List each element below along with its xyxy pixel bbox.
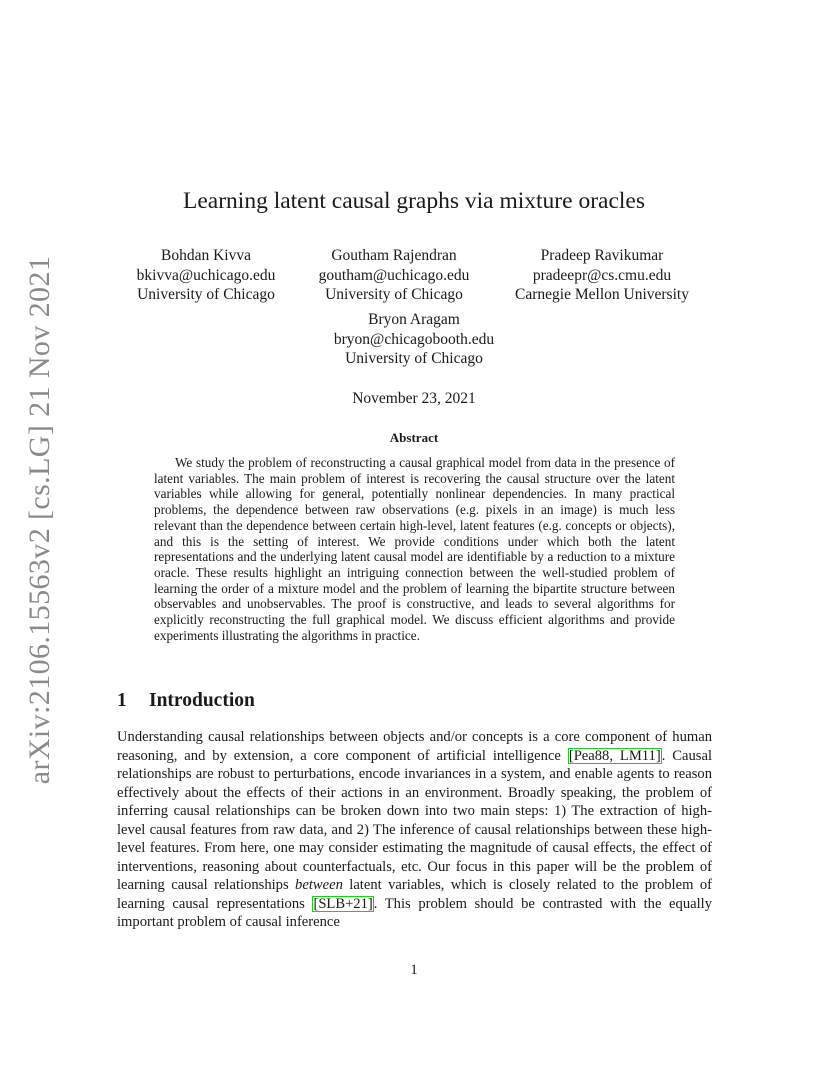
author-email[interactable]: bryon@chicagobooth.edu [333,330,495,348]
intro-text: . Causal relationships are robust to perturbations, encode invariances in a system, and enable agents to reason effectively about the effects of their actions in an environment. Broadly speaking, the problem of inferring causal relationships can be broken down into two main steps: 1) The extraction of high-level causal features from raw data, and 2) The inference of causal relationships between these high-level features. From here, one may consider estimating the magnitude of causal effects, the effect of interventions, reasoning about counterfactuals, etc. Our focus in this paper will be the problem of learning causal relationships [117,747,712,893]
paper-date: November 23, 2021 [352,390,476,407]
author-email[interactable]: goutham@uchicago.edu [318,266,470,284]
intro-paragraph [117,728,712,932]
author-block [515,246,689,305]
intro-text: latent variables, which is closely related to the problem of learning causal representations [117,877,712,912]
section-number: 1 [117,690,127,711]
emphasis-text: between [295,877,343,893]
author-name: Bohdan Kivva [161,247,251,264]
arxiv-stamp: arXiv:2106.15563v2 [cs.LG] 21 Nov 2021 [23,255,56,785]
section-heading [117,690,255,712]
citation-link[interactable]: [SLB+21] [313,895,373,912]
citation-link[interactable]: [Pea88, LM11] [568,747,661,764]
author-block [137,246,276,305]
author-block [334,310,494,369]
intro-text: Understanding causal relationships between objects and/or concepts is a core component of human reasoning, and by extension, a core component of artificial intelligence [117,729,712,764]
author-affiliation: University of Chicago [345,350,483,367]
author-name: Bryon Aragam [368,311,460,328]
section-title: Introduction [149,690,255,711]
author-block [319,246,470,305]
author-affiliation: Carnegie Mellon University [515,286,689,303]
paper-title: Learning latent causal graphs via mixture oracles [183,188,645,214]
author-email[interactable]: bkivva@uchicago.edu [136,266,276,284]
author-name: Goutham Rajendran [331,247,457,264]
author-affiliation: University of Chicago [137,286,275,303]
author-email[interactable]: pradeepr@cs.cmu.edu [532,266,672,284]
abstract-heading: Abstract [389,430,439,445]
intro-text: . This problem should be contrasted with the equally important problem of causal inference [117,895,712,930]
author-affiliation: University of Chicago [325,286,463,303]
abstract-text: We study the problem of reconstructing a causal graphical model from data in the presence of latent variables. The main problem of interest is recovering the causal structure over the latent variables while allowing for general, potentially nonlinear dependencies. In many practical problems, the dependence between raw observations (e.g. pixels in an image) is much less relevant than the dependence between certain high-level, latent features (e.g. concepts or objects), and this is the setting of interest. We provide conditions under which both the latent representations and the underlying latent causal model are identifiable by a reduction to a mixture oracle. These results highlight an intriguing connection between the well-studied problem of learning the order of a mixture model and the problem of learning the bipartite structure between observables and unobservables. The proof is constructive, and leads to several algorithms for explicitly reconstructing the full graphical model. We discuss efficient algorithms and provide experiments illustrating the algorithms in practice. [154,455,675,643]
page-number: 1 [410,962,418,978]
author-name: Pradeep Ravikumar [540,247,664,264]
